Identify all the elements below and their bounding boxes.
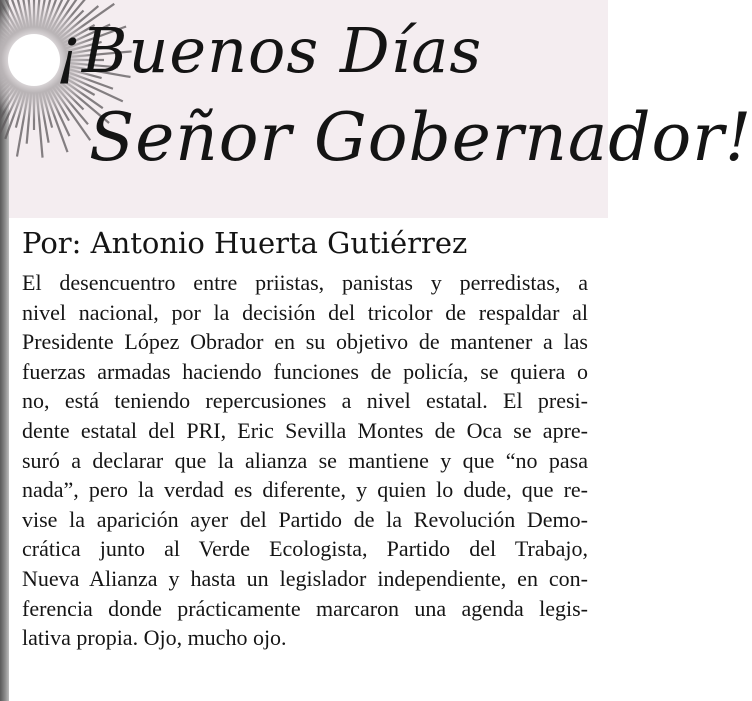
column-header xyxy=(9,0,752,218)
body-line: nada”, pero la verdad es diferente, y quien lo dude, que re- xyxy=(22,477,588,503)
body-line: ferencia donde prácticamente marcaron una agenda legis- xyxy=(22,595,588,621)
body-line: no, está teniendo repercusiones a nivel estatal. El presi- xyxy=(22,388,588,414)
body-line: suró a declarar que la alianza se mantiene y que “no pasa xyxy=(22,447,588,473)
body-line: El desencuentro entre priistas, panistas y perredistas, a xyxy=(22,270,588,295)
body-line: crática junto al Verde Ecologista, Partido del Trabajo, xyxy=(22,536,588,562)
author-byline: Por: Antonio Huerta Gutiérrez xyxy=(22,226,468,260)
body-line: lativa propia. Ojo, mucho ojo. xyxy=(22,625,287,651)
body-line: vise la aparición ayer del Partido de la Revolución Demo- xyxy=(22,506,588,532)
column-title-line-1: ¡Buenos Días xyxy=(56,14,483,87)
body-line: Presidente López Obrador en su objetivo de mantener a las xyxy=(22,329,588,355)
body-line: dente estatal del PRI, Eric Sevilla Montes de Oca se apre- xyxy=(22,417,588,443)
body-line: nivel nacional, por la decisión del tricolor de respaldar al xyxy=(22,299,588,325)
article-body xyxy=(22,268,588,653)
column-title-line-2: Señor Gobernador! xyxy=(89,99,752,176)
body-line: fuerzas armadas haciendo funciones de policía, se quiera o xyxy=(22,358,588,384)
body-line: Nueva Alianza y hasta un legislador independiente, en con- xyxy=(22,565,588,591)
